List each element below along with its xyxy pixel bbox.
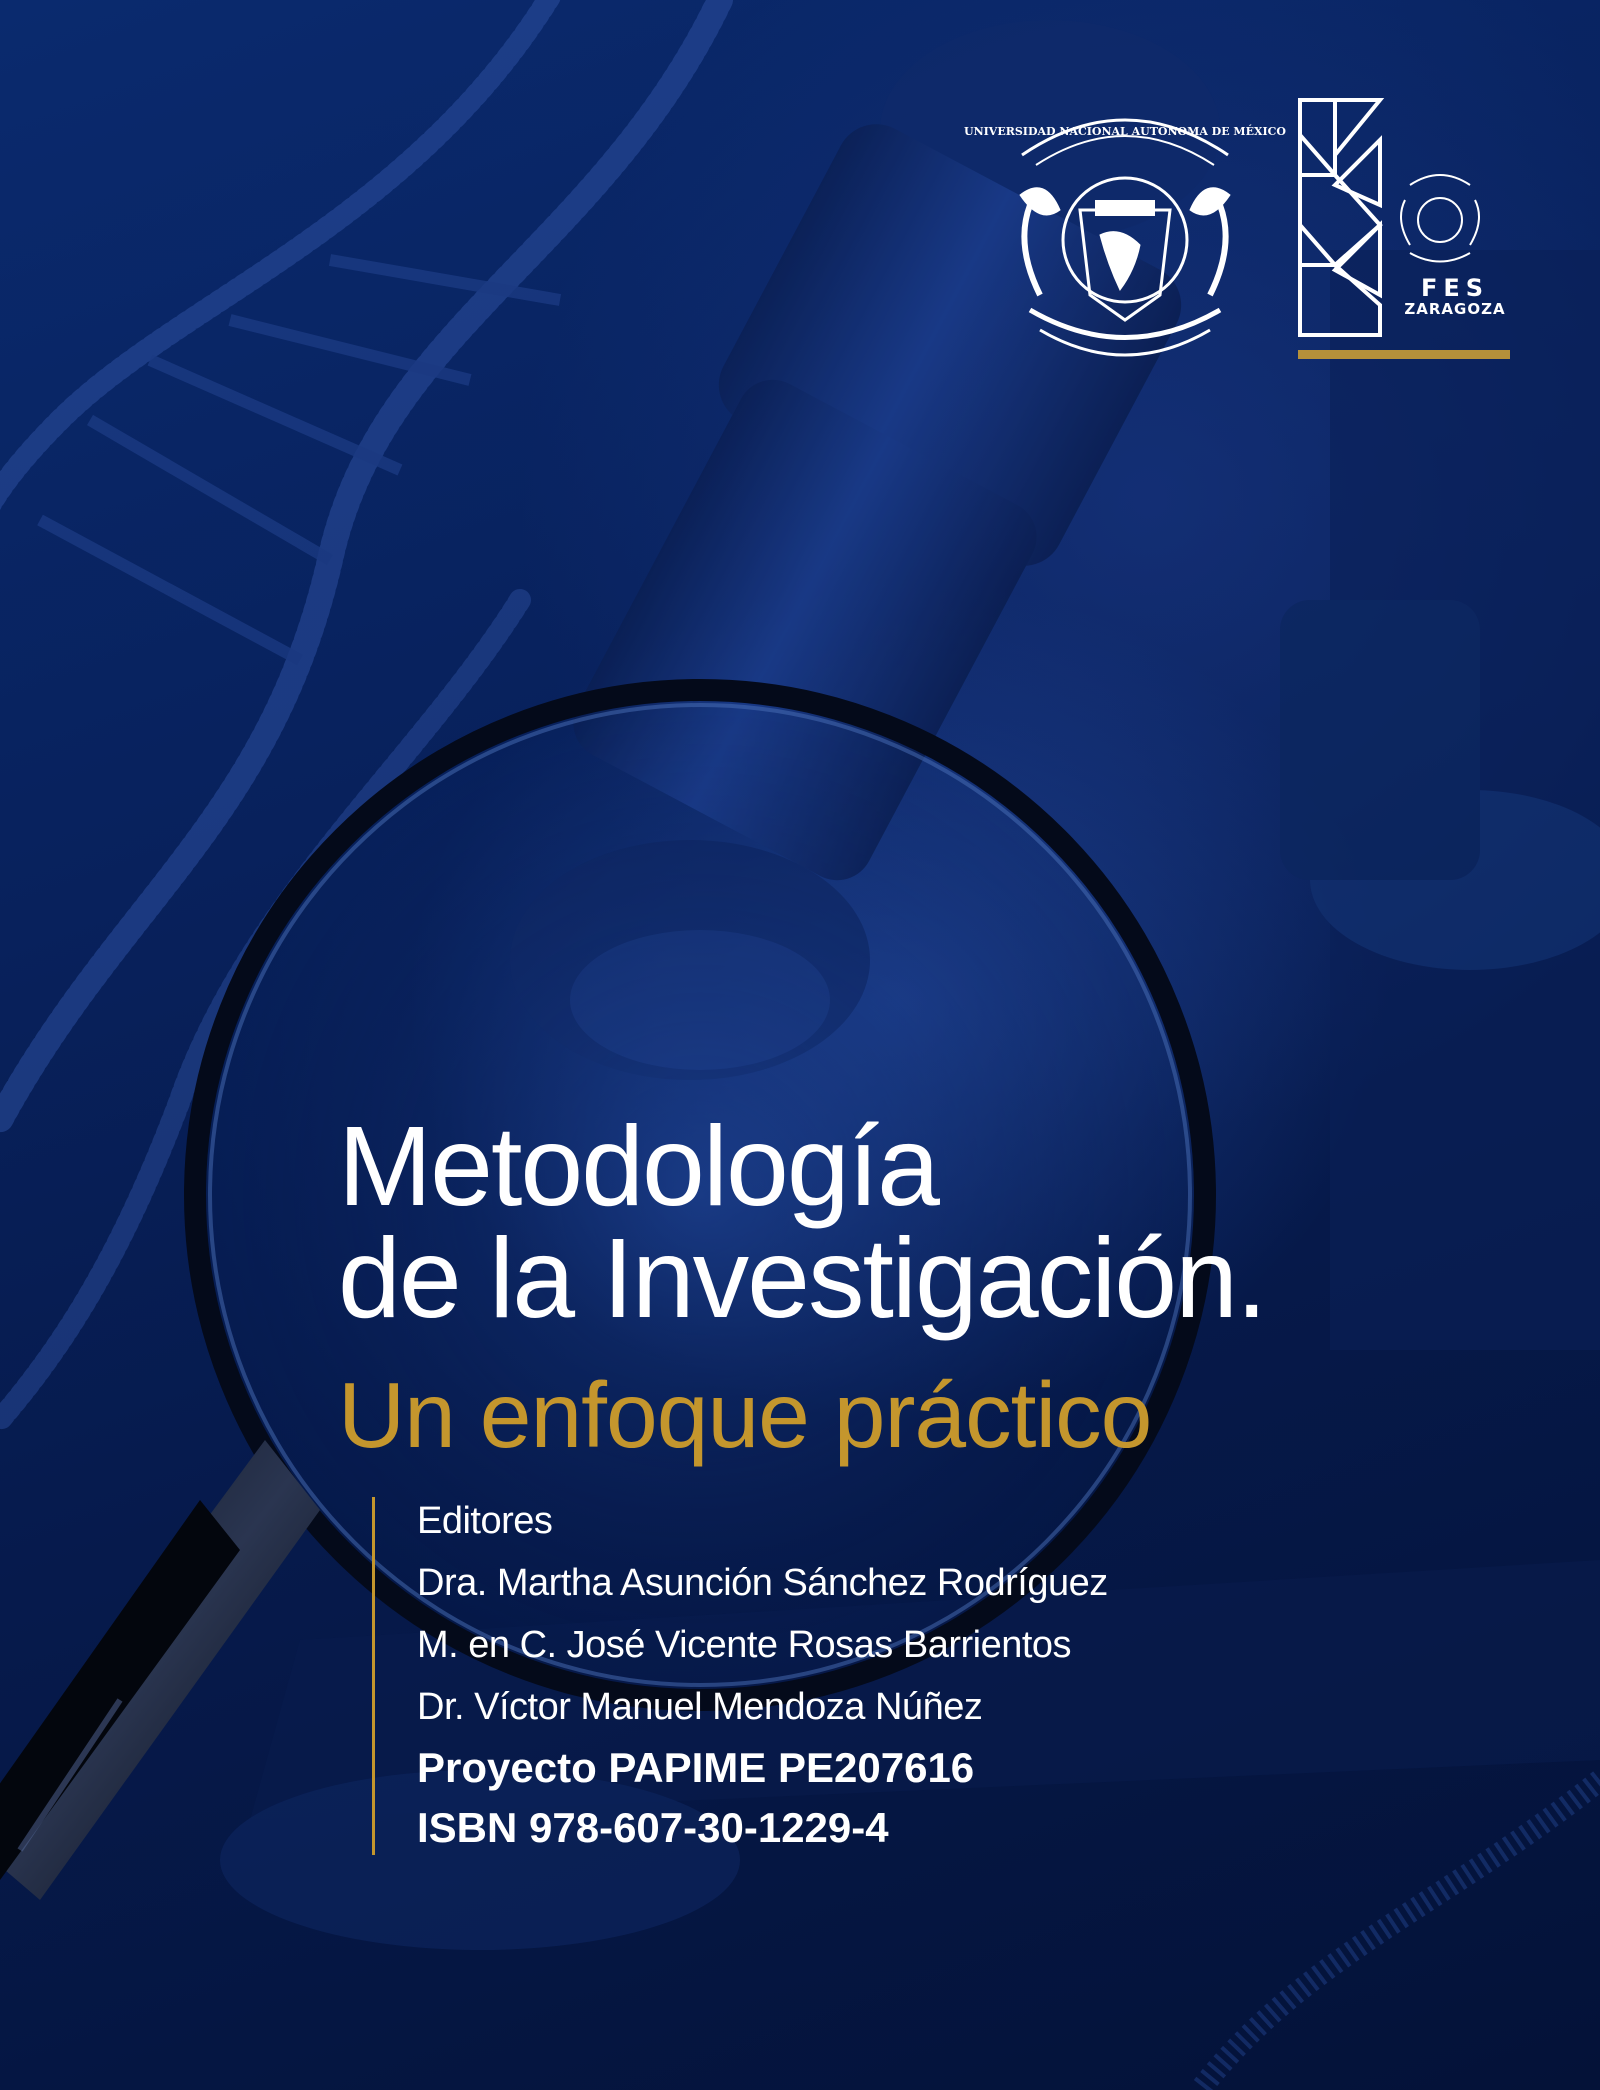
project-code: Proyecto PAPIME PE207616 — [417, 1744, 975, 1791]
editor-name: Dra. Martha Asunción Sánchez Rodríguez — [417, 1562, 1108, 1604]
fes-zaragoza-logo — [1295, 95, 1515, 360]
book-subtitle: Un enfoque práctico — [338, 1363, 1152, 1467]
fes-label: FES — [1420, 274, 1490, 302]
book-title — [338, 1103, 1588, 1341]
credits-block — [417, 1490, 1517, 1858]
svg-text:UNIVERSIDAD NACIONAL AUTÓNOMA: UNIVERSIDAD NACIONAL AUTÓNOMA DE MÉXICO — [963, 125, 1287, 138]
editors-label: Editores — [417, 1500, 553, 1542]
isbn: ISBN 978-607-30-1229-4 — [417, 1804, 889, 1851]
fes-zaragoza-wordmark — [1395, 275, 1515, 318]
logo-underline-rule — [1298, 350, 1510, 359]
editor-name: M. en C. José Vicente Rosas Barrientos — [417, 1624, 1072, 1666]
title-line-2: de la Investigación. — [338, 1215, 1266, 1341]
credits-vertical-rule — [372, 1497, 375, 1855]
zaragoza-label: ZARAGOZA — [1404, 300, 1506, 319]
editor-name: Dr. Víctor Manuel Mendoza Núñez — [417, 1686, 983, 1728]
title-line-1: Metodología — [338, 1103, 938, 1229]
unam-seal-logo — [963, 95, 1287, 360]
